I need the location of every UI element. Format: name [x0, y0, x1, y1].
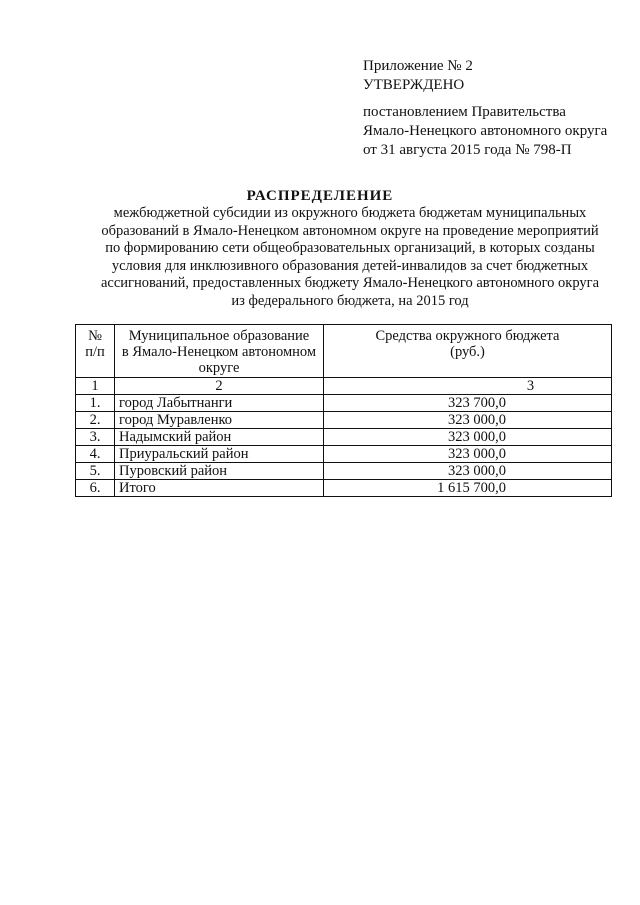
subtitle-line: межбюджетной субсидии из окружного бюджета бюджетам муниципальных — [113, 205, 587, 221]
row-name: город Муравленко — [115, 412, 324, 429]
row-num: 4. — [76, 446, 115, 463]
table-row — [76, 429, 612, 446]
row-name: город Лабытнанги — [115, 395, 324, 412]
table-row-total — [76, 480, 612, 497]
row-amount: 323 000,0 — [324, 446, 612, 463]
row-amount: 323 000,0 — [324, 463, 612, 480]
row-name: Итого — [115, 480, 324, 497]
row-amount: 323 000,0 — [324, 412, 612, 429]
subtitle-line: образований в Ямало-Ненецком автономном округе на проведение мероприятий — [101, 222, 599, 239]
document-subtitle — [80, 205, 620, 310]
table-row — [76, 395, 612, 412]
approval-line-2: Ямало-Ненецкого автономного округа — [363, 123, 608, 139]
header-funds: Средства окружного бюджета (руб.) — [324, 325, 612, 378]
col-number: 3 — [324, 378, 612, 395]
approval-block — [363, 57, 607, 160]
approval-line-3: от 31 августа 2015 года № 798-П — [363, 142, 572, 158]
document-title: РАСПРЕДЕЛЕНИЕ — [246, 188, 394, 204]
col-number: 1 — [76, 378, 115, 395]
subtitle-line: по формированию сети общеобразовательных организаций, в которых созданы — [105, 240, 595, 256]
table-row — [76, 412, 612, 429]
approval-line-1: постановлением Правительства — [363, 104, 566, 120]
distribution-table — [75, 324, 612, 497]
row-name: Приуральский район — [115, 446, 324, 463]
subtitle-line: из федерального бюджета, на 2015 год — [231, 292, 469, 309]
spacer — [363, 95, 607, 103]
row-num: 2. — [76, 412, 115, 429]
row-amount: 323 000,0 — [324, 429, 612, 446]
approved-label: УТВЕРЖДЕНО — [363, 77, 465, 93]
subtitle-line: условия для инклюзивного образования детей-инвалидов за счет бюджетных — [111, 257, 589, 274]
row-name: Надымский район — [115, 429, 324, 446]
row-name: Пуровский район — [115, 463, 324, 480]
header-municipality: Муниципальное образование в Ямало-Ненецком автономном округе — [115, 325, 324, 378]
table-header-row — [76, 325, 612, 378]
column-numbers-row — [76, 378, 612, 395]
row-amount: 1 615 700,0 — [324, 480, 612, 497]
table-row — [76, 463, 612, 480]
table-row — [76, 446, 612, 463]
col-number: 2 — [115, 378, 324, 395]
row-amount: 323 700,0 — [324, 395, 612, 412]
header-num: № п/п — [76, 325, 115, 378]
subtitle-line: ассигнований, предоставленных бюджету Ямало-Ненецкого автономного округа — [100, 275, 600, 291]
row-num: 3. — [76, 429, 115, 446]
row-num: 6. — [76, 480, 115, 497]
appendix-label: Приложение № 2 — [363, 58, 473, 74]
row-num: 5. — [76, 463, 115, 480]
row-num: 1. — [76, 395, 115, 412]
